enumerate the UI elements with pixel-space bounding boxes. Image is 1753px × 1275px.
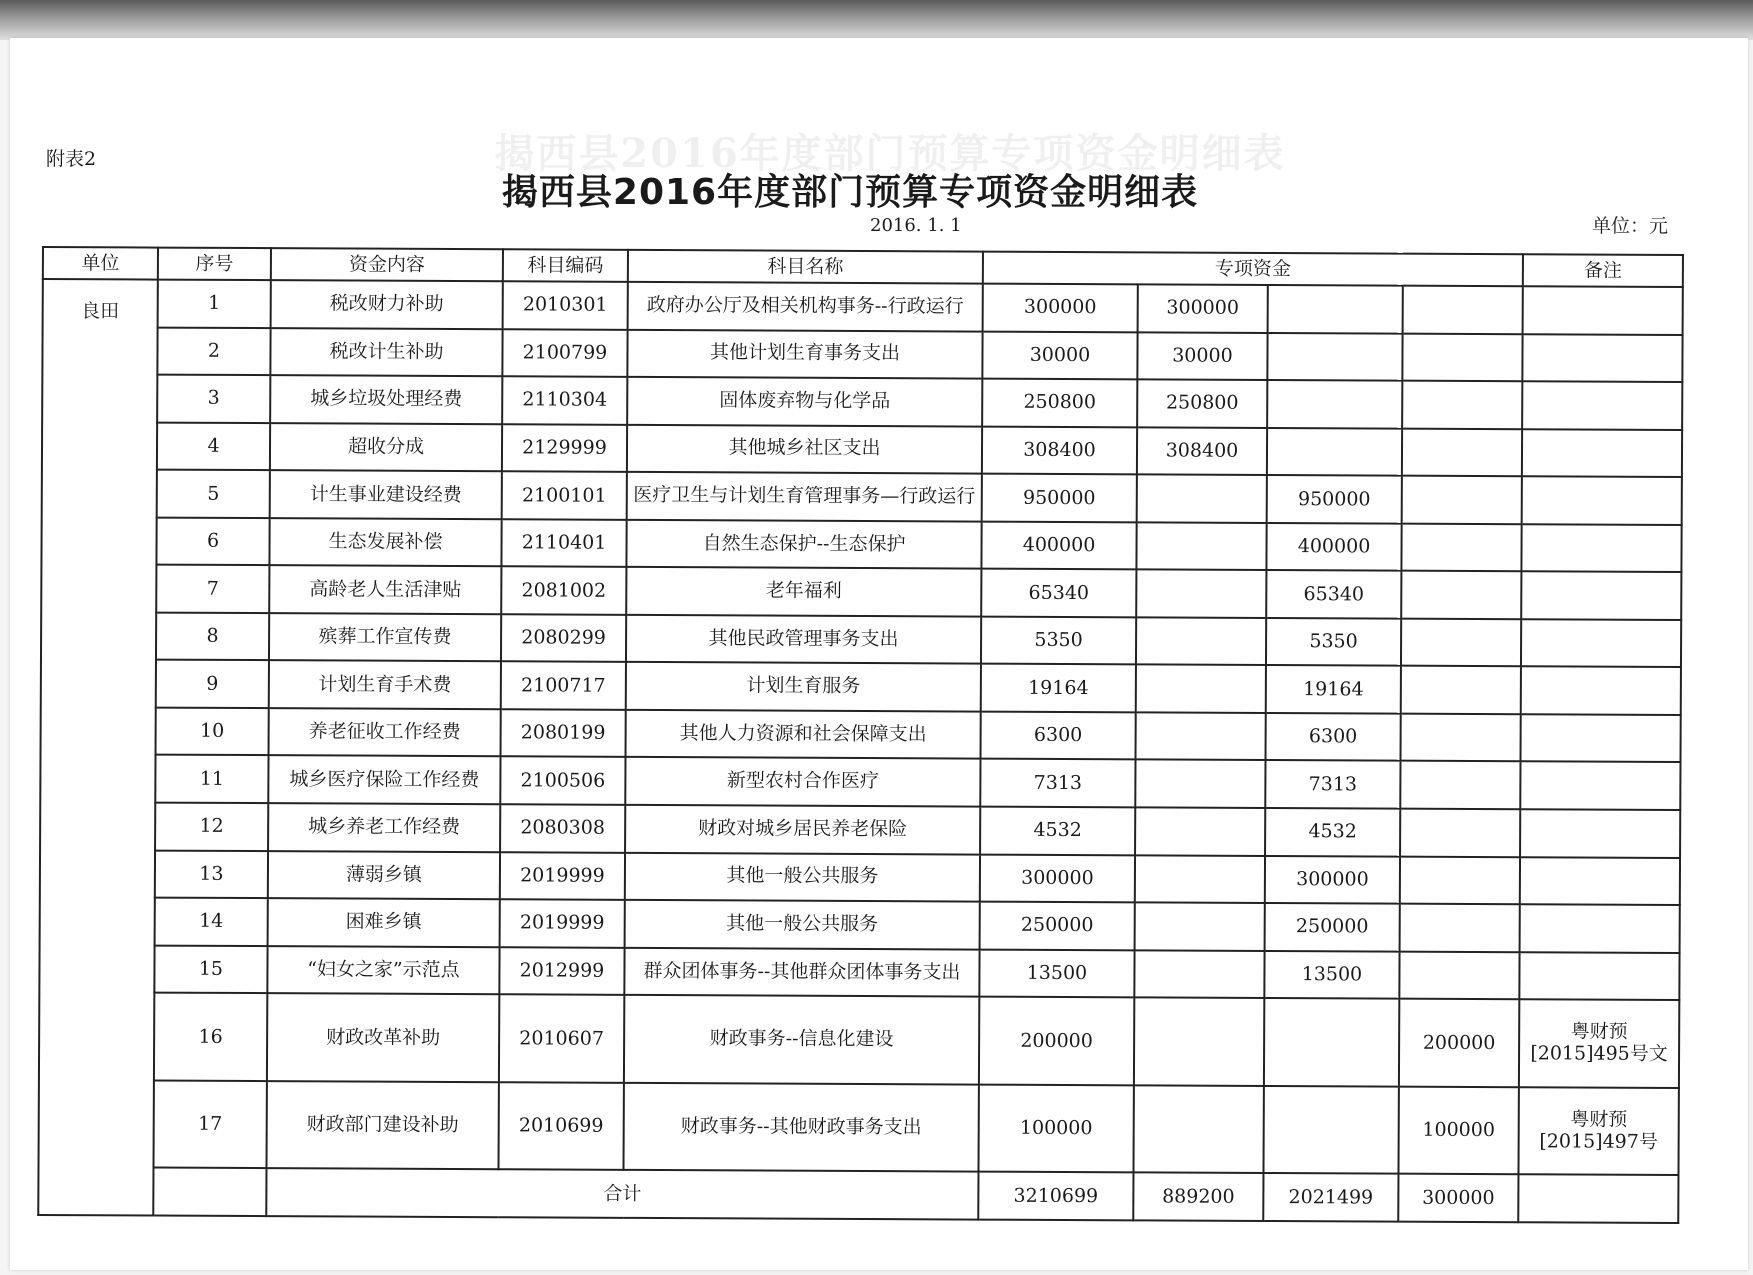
code-cell: 2100799 [502, 329, 627, 377]
total-amount-cell: 5350 [981, 616, 1136, 664]
remark-cell [1520, 809, 1680, 857]
remark-cell [1520, 762, 1680, 810]
totals-label: 合计 [266, 1168, 978, 1219]
table-row [41, 517, 1681, 573]
seq-cell: 15 [154, 945, 267, 993]
subject-name-cell: 其他民政管理事务支出 [626, 615, 981, 664]
fund-col1-cell [1135, 855, 1265, 903]
fund-col2-cell: 5350 [1266, 618, 1401, 666]
total-amount-cell: 30000 [982, 331, 1137, 379]
content-cell: “妇女之家”示范点 [267, 946, 499, 995]
code-cell: 2019999 [500, 852, 625, 900]
seq-cell: 10 [156, 707, 269, 755]
remark-cell: 粤财预[2015]497号 [1518, 1087, 1678, 1175]
seq-cell: 5 [157, 470, 270, 518]
fund-col1-cell [1136, 712, 1266, 760]
content-cell: 财政改革补助 [267, 993, 499, 1082]
fund-col3-cell [1401, 666, 1521, 714]
fund-col2-cell [1267, 333, 1402, 381]
table-row [43, 279, 1683, 335]
fund-col1-cell: 300000 [1138, 284, 1268, 332]
seq-cell: 16 [154, 993, 267, 1081]
fund-col1-cell [1134, 998, 1264, 1086]
fund-col1-cell [1135, 807, 1265, 855]
subject-name-cell: 医疗卫生与计划生育管理事务—行政运行 [627, 472, 982, 521]
fund-col2-cell: 250000 [1265, 903, 1400, 951]
table-row [42, 374, 1682, 430]
header-seq: 序号 [158, 248, 271, 281]
subject-name-cell: 财政对城乡居民养老保险 [625, 805, 980, 854]
seq-cell: 3 [157, 375, 270, 423]
total-amount-cell: 100000 [978, 1084, 1133, 1172]
totals-seq-cell [153, 1168, 266, 1216]
total-amount-cell: 250000 [980, 902, 1135, 950]
fund-col2-cell: 65340 [1266, 570, 1401, 618]
table-row [41, 659, 1681, 715]
fund-col2-cell: 13500 [1264, 951, 1399, 999]
remark-cell [1519, 952, 1679, 1000]
fund-col3-cell [1401, 523, 1521, 571]
remark-cell [1522, 429, 1682, 477]
fund-col1-cell [1135, 760, 1265, 808]
fund-col2-cell [1267, 428, 1402, 476]
subject-name-cell: 其他一般公共服务 [625, 900, 980, 949]
fund-col3-cell [1400, 904, 1520, 952]
table-row [40, 802, 1680, 858]
table-row [42, 327, 1682, 383]
fund-col3-cell [1401, 618, 1521, 666]
scan-top-edge [0, 0, 1753, 40]
fund-col3-cell [1401, 571, 1521, 619]
code-cell: 2019999 [500, 899, 625, 947]
total-amount-cell: 200000 [979, 997, 1134, 1085]
seq-cell: 4 [157, 422, 270, 470]
seq-cell: 12 [155, 803, 268, 851]
fund-col3-cell: 100000 [1398, 1086, 1518, 1174]
seq-cell: 8 [156, 612, 269, 660]
content-cell: 税改计生补助 [270, 328, 502, 377]
remark-cell [1521, 524, 1681, 572]
fund-col1-cell [1136, 617, 1266, 665]
seq-cell: 17 [153, 1080, 266, 1168]
content-cell: 财政部门建设补助 [266, 1081, 498, 1170]
content-cell: 计生事业建设经费 [270, 470, 502, 519]
remark-cell [1520, 857, 1680, 905]
budget-table [37, 246, 1684, 1224]
bleed-through-text: 揭西县2016年度部门预算专项资金明细表 [494, 130, 1286, 177]
table-row [41, 564, 1681, 620]
fund-col1-cell: 308400 [1137, 427, 1267, 475]
total-amount-cell: 250800 [982, 379, 1137, 427]
header-content: 资金内容 [271, 248, 503, 281]
total-amount-cell: 300000 [983, 284, 1138, 332]
code-cell: 2012999 [499, 947, 624, 995]
fund-col2-cell: 7313 [1265, 760, 1400, 808]
fund-col3-cell [1399, 951, 1519, 999]
remark-cell [1520, 904, 1680, 952]
totals-total-cell: 3210699 [978, 1172, 1133, 1220]
seq-cell: 9 [156, 660, 269, 708]
subject-name-cell: 其他一般公共服务 [625, 852, 980, 901]
content-cell: 城乡垃圾处理经费 [270, 375, 502, 424]
subject-name-cell: 老年福利 [626, 567, 981, 616]
subject-name-cell: 其他人力资源和社会保障支出 [626, 710, 981, 759]
subject-name-cell: 其他计划生育事务支出 [627, 329, 982, 378]
fund-col3-cell: 200000 [1399, 999, 1519, 1087]
totals-col1-cell: 889200 [1133, 1173, 1263, 1221]
total-amount-cell: 950000 [982, 474, 1137, 522]
content-cell: 养老征收工作经费 [269, 708, 501, 757]
totals-col2-cell: 2021499 [1263, 1173, 1398, 1221]
fund-col2-cell: 300000 [1265, 856, 1400, 904]
fund-col1-cell [1137, 475, 1267, 523]
code-cell: 2110304 [502, 376, 627, 424]
seq-cell: 13 [155, 850, 268, 898]
content-cell: 高龄老人生活津贴 [269, 565, 501, 614]
subject-name-cell: 计划生育服务 [626, 662, 981, 711]
code-cell: 2100506 [500, 757, 625, 805]
total-amount-cell: 400000 [981, 521, 1136, 569]
remark-cell [1521, 619, 1681, 667]
total-amount-cell: 65340 [981, 569, 1136, 617]
document-date: 2016. 1. 1 [870, 215, 962, 236]
table-row [40, 754, 1680, 810]
table-row [42, 422, 1682, 478]
fund-col2-cell: 6300 [1266, 713, 1401, 761]
subject-name-cell: 新型农村合作医疗 [625, 757, 980, 806]
seq-cell: 14 [155, 898, 268, 946]
fund-col3-cell [1400, 856, 1520, 904]
fund-col1-cell [1133, 1085, 1263, 1173]
remark-cell [1522, 334, 1682, 382]
content-cell: 薄弱乡镇 [268, 851, 500, 900]
fund-col2-cell: 19164 [1266, 665, 1401, 713]
total-amount-cell: 7313 [980, 759, 1135, 807]
content-cell: 生态发展补偿 [269, 518, 501, 567]
content-cell: 殡葬工作宣传费 [269, 613, 501, 662]
table-row [39, 992, 1679, 1088]
table-row [40, 897, 1680, 953]
code-cell: 2110401 [501, 519, 626, 567]
remark-cell [1523, 286, 1683, 334]
table-row [39, 945, 1679, 1001]
unit-cell: 良田 [38, 279, 158, 1216]
code-cell: 2010301 [503, 281, 628, 329]
total-amount-cell: 308400 [982, 426, 1137, 474]
remark-cell [1521, 572, 1681, 620]
subject-name-cell: 群众团体事务--其他群众团体事务支出 [624, 948, 979, 997]
table-row [38, 1080, 1678, 1176]
fund-col3-cell [1400, 809, 1520, 857]
subject-name-cell: 自然生态保护--生态保护 [626, 520, 981, 569]
fund-col3-cell [1402, 381, 1522, 429]
fund-col1-cell [1136, 522, 1266, 570]
fund-col2-cell: 950000 [1267, 475, 1402, 523]
content-cell: 城乡医疗保险工作经费 [268, 756, 500, 805]
header-name: 科目名称 [628, 250, 983, 284]
seq-cell: 7 [156, 565, 269, 613]
code-cell: 2100101 [502, 471, 627, 519]
fund-col1-cell [1134, 950, 1264, 998]
seq-cell: 1 [158, 280, 271, 328]
fund-col2-cell [1264, 998, 1399, 1086]
totals-col3-cell: 300000 [1398, 1174, 1518, 1222]
fund-col3-cell [1403, 286, 1523, 334]
total-amount-cell: 13500 [979, 949, 1134, 997]
total-amount-cell: 4532 [980, 807, 1135, 855]
content-cell: 困难乡镇 [268, 898, 500, 947]
total-amount-cell: 300000 [980, 854, 1135, 902]
total-amount-cell: 6300 [981, 712, 1136, 760]
total-amount-cell: 19164 [981, 664, 1136, 712]
header-remark: 备注 [1523, 254, 1683, 287]
code-cell: 2010699 [498, 1082, 623, 1170]
attachment-label: 附表2 [46, 148, 97, 170]
totals-row [38, 1167, 1678, 1223]
content-cell: 税改财力补助 [271, 280, 503, 329]
subject-name-cell: 其他城乡社区支出 [627, 425, 982, 474]
fund-col1-cell: 30000 [1137, 332, 1267, 380]
fund-col1-cell [1136, 570, 1266, 618]
content-cell: 超收分成 [270, 423, 502, 472]
code-cell: 2080199 [501, 709, 626, 757]
fund-col2-cell: 400000 [1266, 523, 1401, 571]
subject-name-cell: 财政事务--信息化建设 [624, 995, 979, 1084]
subject-name-cell: 政府办公厅及相关机构事务--行政运行 [628, 282, 983, 331]
subject-name-cell: 固体废弃物与化学品 [627, 377, 982, 426]
table-row [40, 850, 1680, 906]
fund-col3-cell [1402, 428, 1522, 476]
header-code: 科目编码 [503, 249, 628, 282]
remark-cell [1522, 476, 1682, 524]
remark-cell: 粤财预[2015]495号文 [1519, 999, 1679, 1087]
fund-col3-cell [1402, 476, 1522, 524]
code-cell: 2080308 [500, 804, 625, 852]
table-row [42, 469, 1682, 525]
fund-col2-cell [1267, 380, 1402, 428]
fund-col3-cell [1402, 333, 1522, 381]
remark-cell [1521, 714, 1681, 762]
table-row [41, 612, 1681, 668]
fund-col2-cell: 4532 [1265, 808, 1400, 856]
seq-cell: 11 [155, 755, 268, 803]
fund-col1-cell [1135, 902, 1265, 950]
code-cell: 2080299 [501, 614, 626, 662]
code-cell: 2081002 [501, 567, 626, 615]
remark-cell [1521, 667, 1681, 715]
currency-unit: 单位：元 [1592, 215, 1669, 237]
table-row [41, 707, 1681, 763]
remark-cell [1522, 381, 1682, 429]
header-special-funds: 专项资金 [983, 252, 1523, 287]
content-cell: 计划生育手术费 [269, 660, 501, 709]
fund-col2-cell [1268, 285, 1403, 333]
fund-col3-cell [1400, 761, 1520, 809]
subject-name-cell: 财政事务--其他财政事务支出 [623, 1083, 978, 1172]
content-cell: 城乡养老工作经费 [268, 803, 500, 852]
seq-cell: 2 [157, 327, 270, 375]
code-cell: 2010607 [499, 994, 624, 1082]
code-cell: 2100717 [501, 662, 626, 710]
fund-col2-cell [1263, 1086, 1398, 1174]
code-cell: 2129999 [502, 424, 627, 472]
fund-col1-cell [1136, 665, 1266, 713]
seq-cell: 6 [156, 517, 269, 565]
header-unit: 单位 [43, 247, 158, 280]
fund-col3-cell [1400, 714, 1520, 762]
totals-remark-cell [1518, 1175, 1678, 1223]
fund-col1-cell: 250800 [1137, 379, 1267, 427]
document-title: 揭西县2016年度部门预算专项资金明细表 [501, 172, 1199, 213]
